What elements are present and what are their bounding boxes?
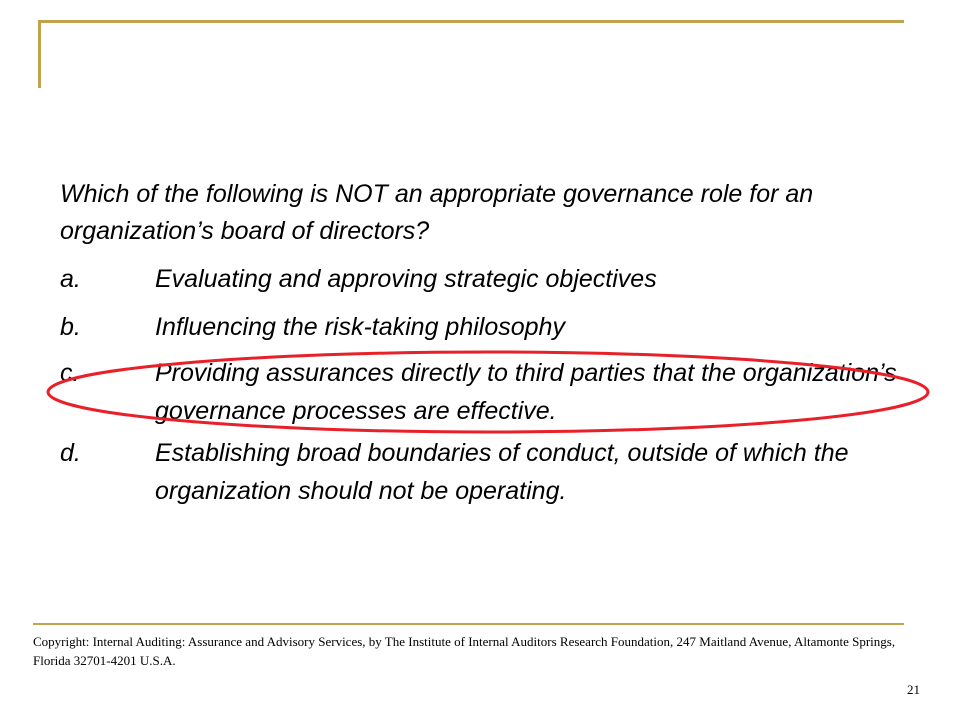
option-letter: b. — [60, 313, 81, 341]
option-letter: a. — [60, 265, 81, 293]
page-number: 21 — [907, 682, 920, 697]
frame-left-rule — [38, 20, 41, 88]
footer-rule — [33, 623, 904, 625]
option-a — [60, 260, 920, 298]
option-b — [60, 308, 920, 346]
frame-top-rule — [38, 20, 904, 23]
option-text: Establishing broad boundaries of conduct, outside of which the organization should not be operating. — [155, 439, 849, 505]
option-text: Evaluating and approving strategic objectives — [155, 265, 657, 293]
copyright-text: Copyright: Internal Auditing: Assurance and Advisory Services, by The Institute of Internal Auditors Research Foundation, 247 Maitland Avenue, Altamonte Springs, Florida 32701-4201 U.S.A. — [33, 634, 896, 668]
option-d — [60, 434, 920, 510]
option-letter: c. — [60, 359, 80, 387]
option-c — [60, 354, 920, 430]
question-text: Which of the following is NOT an appropriate governance role for an organization’s board of directors? — [60, 180, 814, 245]
option-text: Providing assurances directly to third parties that the organization’s governance processes are effective. — [155, 359, 897, 425]
option-letter: d. — [60, 439, 81, 467]
option-text: Influencing the risk-taking philosophy — [155, 313, 565, 341]
